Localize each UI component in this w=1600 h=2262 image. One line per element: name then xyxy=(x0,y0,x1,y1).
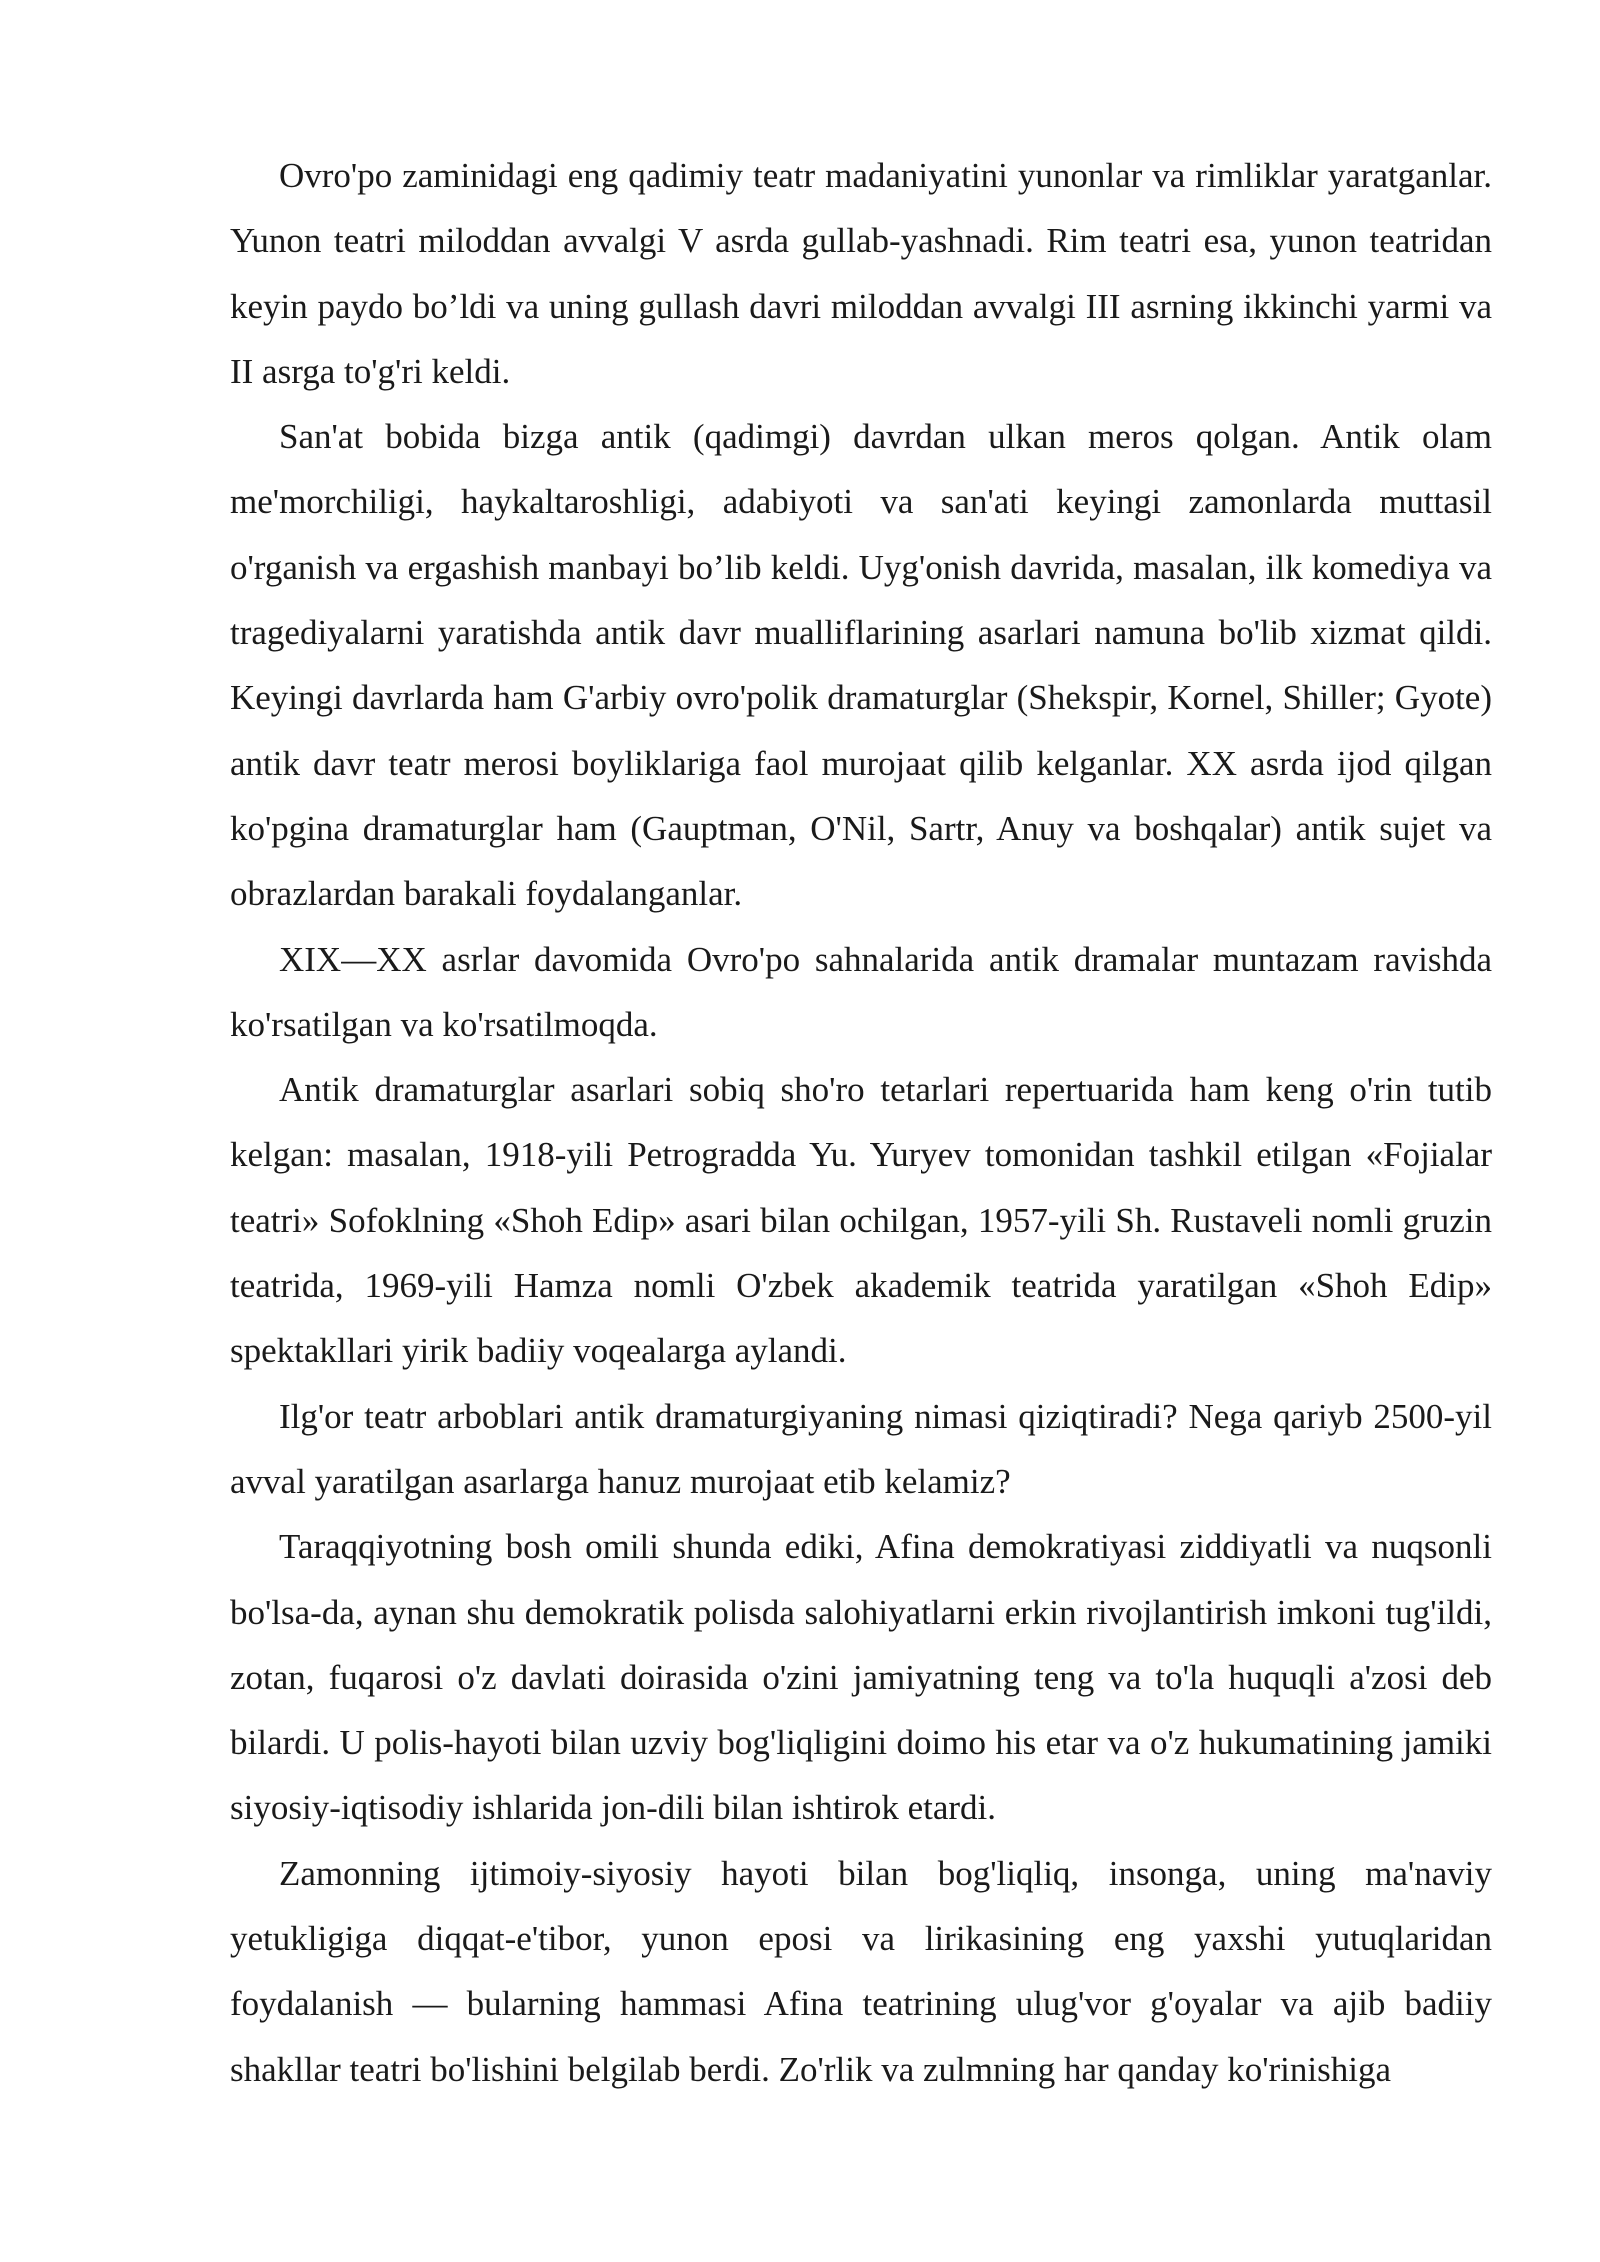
paragraph: Taraqqiyotning bosh omili shunda ediki, Afina demokratiyasi ziddiyatli va nuqsonli bo'lsa-da, aynan shu demokratik polisda salohiyatlarni erkin rivojlantirish imkoni tug'ildi, zotan, fuqarosi o'z davlati doirasida o'zini jamiyatning teng va to'la huquqli a'zosi deb bilardi. U polis-hayoti bilan uzviy bog'liqligini doimo his etar va o'z hukumatining jamiki siyosiy-iqtisodiy ishlarida jon-dili bilan ishtirok etardi. xyxy=(230,1527,1492,1828)
paragraph: Antik dramaturglar asarlari sobiq sho'ro tetarlari repertuarida ham keng o'rin tutib kelgan: masalan, 1918-yili Petrogradda Yu. Yuryev tomonidan tashkil etilgan «Fojialar teatri» Sofoklning «Shoh Edip» asari bilan ochilgan, 1957-yili Sh. Rustaveli nomli gruzin teatrida, 1969-yili Hamza nomli O'zbek akademik teatrida yaratilgan «Shoh Edip» spektakllari yirik badiiy voqealarga aylandi. xyxy=(230,1070,1492,1371)
paragraph: XIX—XX asrlar davomida Ovro'po sahnalarida antik dramalar muntazam ravishda ko'rsatilgan va ko'rsatilmoqda. xyxy=(230,939,1492,1044)
paragraph: Zamonning ijtimoiy-siyosiy hayoti bilan bog'liqliq, insonga, uning ma'naviy yetukligiga diqqat-e'tibor, yunon eposi va lirikasining eng yaxshi yutuqlaridan foydalanish — bularning hammasi Afina teatrining ulug'vor g'oyalar va ajib badiiy shakllar teatri bo'lishini belgilab berdi. Zo'rlik va zulmning har qanday ko'rinishiga xyxy=(230,1853,1492,2089)
document-page xyxy=(230,143,1492,2102)
paragraph: Ovro'po zaminidagi eng qadimiy teatr madaniyatini yunonlar va rimliklar yaratganlar. Yunon teatri miloddan avvalgi V asrda gullab-yashnadi. Rim teatri esa, yunon teatridan keyin paydo bo’ldi va uning gullash davri miloddan avvalgi III asrning ikkinchi yarmi va II asrga to'g'ri keldi. xyxy=(230,156,1492,391)
paragraph: Ilg'or teatr arboblari antik dramaturgiyaning nimasi qiziqtiradi? Nega qariyb 2500-yil avval yaratilgan asarlarga hanuz murojaat etib kelamiz? xyxy=(230,1396,1492,1501)
paragraph: San'at bobida bizga antik (qadimgi) davrdan ulkan meros qolgan. Antik olam me'morchiligi, haykaltaroshligi, adabiyoti va san'ati keyingi zamonlarda muttasil o'rganish va ergashish manbayi bo’lib keldi. Uyg'onish davrida, masalan, ilk komediya va tragediyalarni yaratishda antik davr mualliflarining asarlari namuna bo'lib xizmat qildi. Keyingi davrlarda ham G'arbiy ovro'polik dramaturglar (Shekspir, Kornel, Shiller; Gyote) antik davr teatr merosi boyliklariga faol murojaat qilib kelganlar. XX asrda ijod qilgan ko'pgina dramaturglar ham (Gauptman, O'Nil, Sartr, Anuy va boshqalar) antik sujet va obrazlardan barakali foydalanganlar. xyxy=(230,417,1492,914)
